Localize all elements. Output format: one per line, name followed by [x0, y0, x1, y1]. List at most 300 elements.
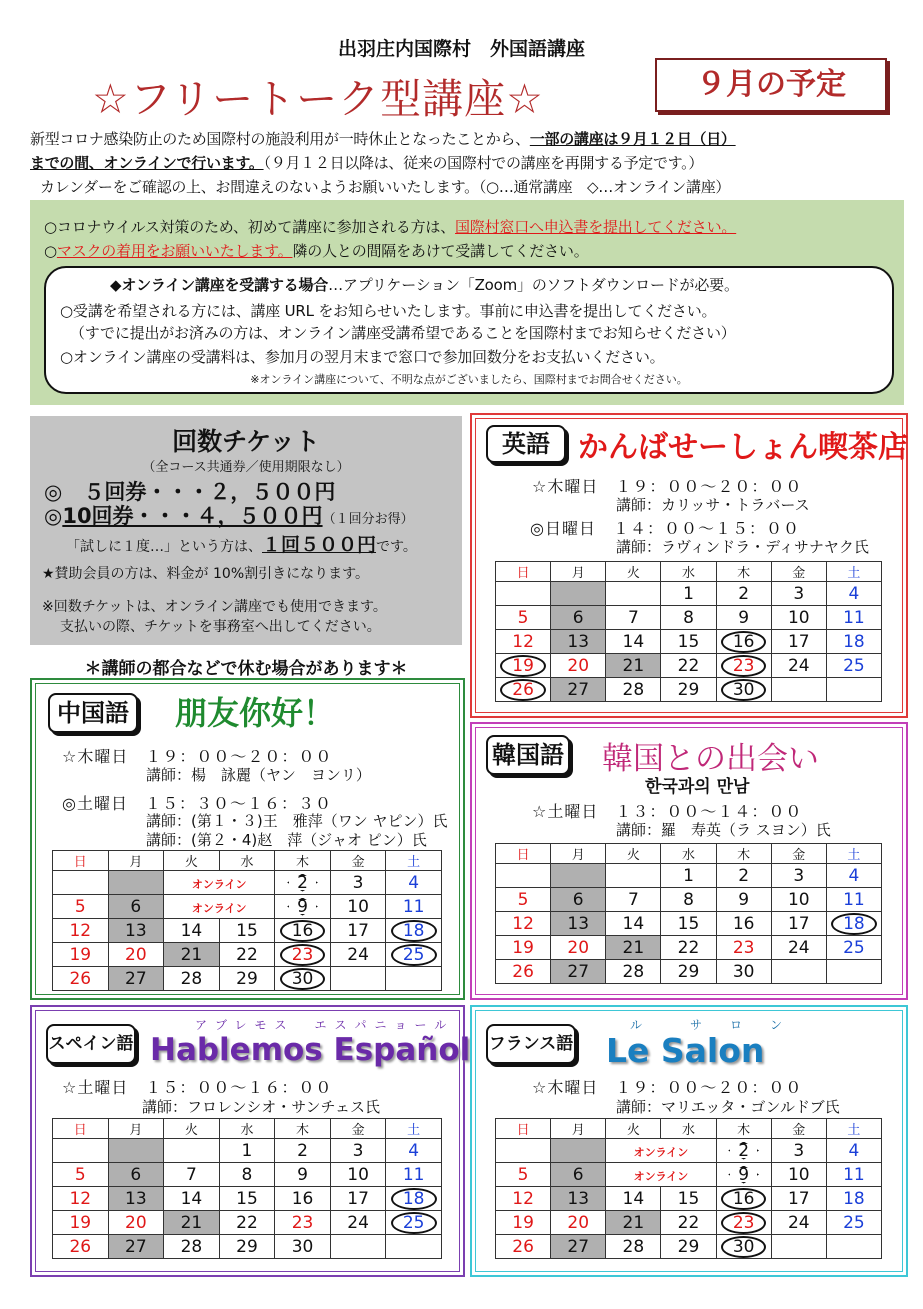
- online-label: オンライン: [633, 1169, 689, 1183]
- calendar-day: 29: [661, 678, 716, 702]
- calendar-day: 16: [716, 912, 771, 936]
- notice-text: ○コロナウイルス対策のため、初めて講座に参加される方は、: [44, 218, 455, 236]
- calendar-day: [826, 912, 881, 936]
- calendar-day: [275, 967, 331, 991]
- spanish-calendar: [52, 1118, 442, 1259]
- calendar-day: [606, 1163, 716, 1187]
- weekday-header: 土: [826, 844, 881, 864]
- english-teacher-2: 講師：ラヴィンドラ・ディサナヤク氏: [616, 538, 869, 556]
- calendar-day: 15: [661, 1187, 716, 1211]
- spanish-schedule-1: ☆土曜日 １５：００～１６：００: [62, 1078, 333, 1097]
- calendar-day: 18: [826, 1187, 881, 1211]
- class-day-marker: 25: [391, 1212, 437, 1234]
- calendar-day: [386, 967, 442, 991]
- ticket-member: ★賛助会員の方は、料金が 10%割引きになります。: [42, 566, 369, 582]
- calendar-day: 28: [606, 960, 661, 984]
- ticket-trial-price: １回５００円: [262, 534, 377, 556]
- calendar-day: [551, 864, 606, 888]
- class-day-marker: 18: [391, 920, 437, 942]
- weekday-header: 金: [771, 1119, 826, 1139]
- intro-text: 新型コロナ感染防止のため国際村の施設利用が一時休止となったことから、: [30, 130, 530, 148]
- calendar-day: [716, 1235, 771, 1259]
- calendar-day: 10: [771, 1163, 826, 1187]
- intro-line-3: カレンダーをご確認の上、お間違えのないようお願いいたします。（○…通常講座 ◇…オンライン講座）: [40, 178, 731, 196]
- calendar-day: 29: [219, 1235, 275, 1259]
- calendar-day: 12: [53, 919, 109, 943]
- calendar-day: 14: [164, 1187, 220, 1211]
- calendar-day: 16: [275, 1187, 331, 1211]
- english-schedule-2: ◎日曜日 １４：００～１５：００: [530, 519, 800, 538]
- calendar-day: [496, 678, 551, 702]
- calendar-day: 5: [496, 606, 551, 630]
- calendar-day: [330, 1235, 386, 1259]
- weekday-header: 火: [164, 851, 220, 871]
- calendar-day: [496, 654, 551, 678]
- calendar-day: [386, 1187, 442, 1211]
- class-day-marker: 23: [721, 655, 767, 677]
- ticket-trial: [66, 530, 417, 557]
- calendar-day: 17: [330, 919, 386, 943]
- calendar-day: 6: [108, 895, 164, 919]
- calendar-day: [826, 1235, 881, 1259]
- calendar-day: 18: [826, 630, 881, 654]
- calendar-day: [386, 943, 442, 967]
- calendar-day: 20: [551, 654, 606, 678]
- calendar-day: [275, 871, 331, 895]
- calendar-day: 10: [330, 895, 386, 919]
- weekday-header: 金: [330, 851, 386, 871]
- calendar-day: 3: [330, 1139, 386, 1163]
- online-heading: [110, 274, 739, 295]
- calendar-day: 19: [496, 936, 551, 960]
- ticket-trial-text: 「試しに１度…」という方は、: [66, 539, 262, 555]
- calendar-day: 13: [551, 1187, 606, 1211]
- calendar-day: [53, 1139, 109, 1163]
- calendar-day: 15: [661, 630, 716, 654]
- class-day-marker: 30: [721, 679, 767, 701]
- calendar-day: [716, 1211, 771, 1235]
- calendar-day: 17: [330, 1187, 386, 1211]
- online-line-1: ○受講を希望される方には、講座 URL をお知らせいたします。事前に申込書を提出してください。: [60, 302, 717, 320]
- class-day-marker: 30: [721, 1236, 767, 1258]
- english-teacher-1: 講師：カリッサ・トラバース: [616, 496, 810, 514]
- weekday-header: 水: [661, 1119, 716, 1139]
- calendar-day: [716, 1163, 771, 1187]
- ticket-box: [30, 416, 462, 645]
- chinese-calendar: [52, 850, 442, 991]
- online-line-2: （すでに提出がお済みの方は、オンライン講座受講希望であることを国際村までお知らせください）: [70, 324, 736, 342]
- calendar-day: [496, 582, 551, 606]
- calendar-day: [606, 864, 661, 888]
- calendar-day: 24: [330, 1211, 386, 1235]
- calendar-day: 11: [826, 606, 881, 630]
- calendar-day: 13: [551, 630, 606, 654]
- calendar-day: 9: [716, 606, 771, 630]
- class-day-marker: 16: [721, 1188, 767, 1210]
- calendar-day: [164, 895, 275, 919]
- calendar-day: 9: [275, 1163, 331, 1187]
- chinese-teacher-1: 講師：楊 詠麗（ヤン ヨンリ）: [146, 766, 371, 784]
- calendar-day: 22: [219, 943, 275, 967]
- calendar-day: 13: [108, 919, 164, 943]
- notice-text: ○: [44, 242, 57, 260]
- calendar-day: 25: [826, 936, 881, 960]
- class-day-marker: 30: [280, 968, 326, 990]
- weekday-header: 木: [716, 844, 771, 864]
- month-label: ９月の予定: [655, 58, 887, 112]
- online-heading-label: ◆オンライン講座を受講する場合: [110, 276, 329, 294]
- korean-teacher-1: 講師：羅 寿英（ラ スヨン）氏: [616, 821, 831, 839]
- korean-course-name: 韓国との出会い: [602, 741, 819, 777]
- weekday-header: 木: [716, 1119, 771, 1139]
- calendar-day: 17: [771, 630, 826, 654]
- calendar-day: 14: [606, 912, 661, 936]
- calendar-day: 14: [164, 919, 220, 943]
- calendar-day: 3: [771, 1139, 826, 1163]
- calendar-day: 30: [716, 960, 771, 984]
- class-day-marker: 19: [500, 655, 546, 677]
- calendar-day: 4: [826, 864, 881, 888]
- spanish-course-name: Hablemos Español: [150, 1032, 471, 1068]
- spanish-ruby: アブレモス エスパニョール: [195, 1018, 455, 1032]
- weekday-header: 土: [826, 562, 881, 582]
- class-day-marker: 23: [280, 944, 326, 966]
- calendar-day: [386, 919, 442, 943]
- calendar-day: [386, 1211, 442, 1235]
- calendar-day: 12: [496, 630, 551, 654]
- online-day-marker: 9: [730, 1165, 757, 1185]
- calendar-day: 25: [826, 654, 881, 678]
- calendar-day: 25: [826, 1211, 881, 1235]
- class-day-marker: 16: [280, 920, 326, 942]
- weekday-header: 土: [386, 1119, 442, 1139]
- weekday-header: 水: [661, 844, 716, 864]
- calendar-day: 20: [108, 1211, 164, 1235]
- calendar-day: 12: [496, 912, 551, 936]
- ticket-5: ◎ ５回券・・・２，５００円: [44, 480, 336, 504]
- calendar-day: 28: [164, 967, 220, 991]
- online-label: オンライン: [191, 901, 247, 915]
- korean-schedule-1: ☆土曜日 １３：００～１４：００: [532, 802, 803, 821]
- online-day-marker: 9: [289, 897, 316, 917]
- online-label: オンライン: [191, 877, 247, 891]
- calendar-day: 22: [219, 1211, 275, 1235]
- calendar-day: 8: [661, 606, 716, 630]
- calendar-day: 21: [164, 943, 220, 967]
- calendar-day: 23: [716, 936, 771, 960]
- calendar-day: 4: [386, 1139, 442, 1163]
- calendar-day: [716, 1187, 771, 1211]
- calendar-day: 21: [606, 936, 661, 960]
- calendar-day: [606, 582, 661, 606]
- weekday-header: 火: [606, 844, 661, 864]
- calendar-day: [826, 960, 881, 984]
- weekday-header: 木: [275, 851, 331, 871]
- calendar-day: [275, 943, 331, 967]
- korean-course-name-ko: 한국과의 만남: [645, 777, 750, 797]
- calendar-day: 4: [386, 871, 442, 895]
- weekday-header: 火: [606, 562, 661, 582]
- calendar-day: 27: [108, 967, 164, 991]
- calendar-day: 8: [661, 888, 716, 912]
- calendar-day: 17: [771, 1187, 826, 1211]
- korean-badge: 韓国語: [486, 735, 570, 775]
- calendar-day: 23: [275, 1211, 331, 1235]
- intro-emphasis: までの間、オンラインで行います。: [30, 154, 264, 172]
- weekday-header: 日: [53, 851, 109, 871]
- calendar-day: 6: [108, 1163, 164, 1187]
- english-badge: 英語: [486, 425, 566, 463]
- calendar-day: 17: [771, 912, 826, 936]
- ticket-note-2: 支払いの際、チケットを事務室へ出してください。: [60, 619, 381, 635]
- calendar-day: 2: [716, 582, 771, 606]
- ticket-10-note: （１回分お得）: [322, 512, 414, 527]
- calendar-day: 7: [606, 606, 661, 630]
- spanish-teacher-1: 講師：フロレンシオ・サンチェス氏: [142, 1098, 381, 1116]
- calendar-day: 10: [330, 1163, 386, 1187]
- intro-line-2: [30, 152, 703, 173]
- calendar-day: 1: [661, 582, 716, 606]
- notice-emphasis: 国際村窓口へ申込書を提出してください。: [455, 218, 737, 236]
- intro-text: （９月１２日以降は、従来の国際村での講座を再開する予定です。）: [263, 154, 704, 172]
- english-course-name: かんばせーしょん喫茶店: [578, 430, 908, 465]
- calendar-day: 19: [53, 1211, 109, 1235]
- class-day-marker: 18: [391, 1188, 437, 1210]
- weekday-header: 水: [219, 851, 275, 871]
- ticket-10-mark: ◎: [44, 504, 63, 528]
- calendar-day: [53, 871, 109, 895]
- calendar-day: 24: [771, 654, 826, 678]
- calendar-day: 12: [496, 1187, 551, 1211]
- calendar-day: 3: [330, 871, 386, 895]
- calendar-day: 22: [661, 1211, 716, 1235]
- closing-note: ＊講師の都合などで休む場合があります＊: [84, 659, 408, 679]
- calendar-day: [771, 960, 826, 984]
- calendar-day: 21: [606, 1211, 661, 1235]
- weekday-header: 日: [53, 1119, 109, 1139]
- calendar-day: 6: [551, 888, 606, 912]
- notice-line-2: [44, 240, 589, 261]
- calendar-day: 29: [661, 960, 716, 984]
- weekday-header: 月: [108, 851, 164, 871]
- calendar-day: [716, 654, 771, 678]
- calendar-day: 9: [716, 888, 771, 912]
- calendar-day: 10: [771, 606, 826, 630]
- calendar-day: 27: [551, 960, 606, 984]
- calendar-day: 11: [826, 888, 881, 912]
- weekday-header: 水: [661, 562, 716, 582]
- chinese-badge: 中国語: [48, 693, 138, 733]
- calendar-day: 15: [661, 912, 716, 936]
- calendar-day: 7: [164, 1163, 220, 1187]
- weekday-header: 金: [771, 844, 826, 864]
- weekday-header: 月: [108, 1119, 164, 1139]
- class-day-marker: 16: [721, 631, 767, 653]
- calendar-day: 14: [606, 1187, 661, 1211]
- calendar-day: [496, 1139, 551, 1163]
- weekday-header: 日: [496, 562, 551, 582]
- french-calendar: [495, 1118, 882, 1259]
- calendar-day: 26: [53, 967, 109, 991]
- chinese-schedule-2: ◎土曜日 １５：３０～１６：３０: [62, 794, 332, 813]
- calendar-day: 20: [551, 1211, 606, 1235]
- french-ruby: ル サ ロ ン: [630, 1018, 791, 1032]
- calendar-day: [275, 919, 331, 943]
- french-course-name: Le Salon: [606, 1031, 765, 1070]
- chinese-teacher-2: 講師：(第１・３)王 雅萍（ワン ヤピン）氏: [146, 812, 448, 830]
- calendar-day: 1: [661, 864, 716, 888]
- intro-emphasis: 一部の講座は９月１２日（日）: [529, 130, 736, 148]
- calendar-day: 26: [496, 960, 551, 984]
- ticket-10-price: 10回券・・・４，５００円: [62, 504, 323, 528]
- calendar-day: 27: [551, 678, 606, 702]
- online-day-marker: 2: [730, 1141, 757, 1161]
- calendar-day: 30: [275, 1235, 331, 1259]
- notice-text: 隣の人との間隔をあけて受講してください。: [292, 242, 589, 260]
- calendar-day: 5: [53, 1163, 109, 1187]
- chinese-schedule-1: ☆木曜日 １９：００～２０：００: [62, 747, 333, 766]
- calendar-day: 19: [53, 943, 109, 967]
- class-day-marker: 25: [391, 944, 437, 966]
- calendar-day: 6: [551, 606, 606, 630]
- french-teacher-1: 講師：マリエッタ・ゴンルドブ氏: [616, 1098, 840, 1116]
- weekday-header: 木: [275, 1119, 331, 1139]
- chinese-teacher-3: 講師：(第２・4)赵 萍（ジャオ ピン）氏: [146, 831, 427, 849]
- calendar-day: [330, 967, 386, 991]
- notice-emphasis: マスクの着用をお願いいたします。: [56, 242, 293, 260]
- calendar-day: [496, 864, 551, 888]
- calendar-day: [275, 895, 331, 919]
- calendar-day: 21: [164, 1211, 220, 1235]
- online-label: オンライン: [633, 1145, 689, 1159]
- weekday-header: 金: [330, 1119, 386, 1139]
- class-day-marker: 18: [831, 913, 877, 935]
- calendar-day: [551, 582, 606, 606]
- ticket-10: [44, 500, 414, 530]
- calendar-day: 3: [771, 864, 826, 888]
- french-schedule-1: ☆木曜日 １９：００～２０：００: [532, 1078, 803, 1097]
- english-calendar: [495, 561, 882, 702]
- calendar-day: 27: [108, 1235, 164, 1259]
- calendar-day: [771, 678, 826, 702]
- calendar-day: 24: [771, 1211, 826, 1235]
- calendar-day: 1: [219, 1139, 275, 1163]
- weekday-header: 金: [771, 562, 826, 582]
- calendar-day: [771, 1235, 826, 1259]
- weekday-header: 土: [386, 851, 442, 871]
- calendar-day: 20: [551, 936, 606, 960]
- calendar-day: 3: [771, 582, 826, 606]
- calendar-day: 5: [496, 888, 551, 912]
- weekday-header: 日: [496, 1119, 551, 1139]
- class-day-marker: 23: [721, 1212, 767, 1234]
- calendar-day: [716, 630, 771, 654]
- calendar-day: 13: [108, 1187, 164, 1211]
- calendar-day: 28: [164, 1235, 220, 1259]
- intro-line-1: [30, 128, 736, 149]
- ticket-subtitle: （全コース共通券／使用期限なし）: [142, 460, 350, 475]
- calendar-day: [108, 1139, 164, 1163]
- calendar-day: 24: [771, 936, 826, 960]
- calendar-day: 14: [606, 630, 661, 654]
- calendar-day: 24: [330, 943, 386, 967]
- calendar-day: 7: [606, 888, 661, 912]
- calendar-day: [164, 1139, 220, 1163]
- calendar-day: 28: [606, 1235, 661, 1259]
- english-schedule-1: ☆木曜日 １９：００～２０：００: [532, 477, 803, 496]
- calendar-day: 19: [496, 1211, 551, 1235]
- calendar-day: 29: [219, 967, 275, 991]
- weekday-header: 土: [826, 1119, 881, 1139]
- online-heading-text: …アプリケーション「Zoom」のソフトダウンロードが必要。: [328, 276, 739, 294]
- calendar-day: 6: [551, 1163, 606, 1187]
- weekday-header: 火: [164, 1119, 220, 1139]
- page-subtitle: 出羽庄内国際村 外国語講座: [337, 38, 585, 60]
- calendar-day: 5: [53, 895, 109, 919]
- calendar-day: [826, 678, 881, 702]
- online-day-marker: 2: [289, 873, 316, 893]
- chinese-course-name: 朋友你好！: [175, 694, 336, 732]
- calendar-day: 11: [386, 895, 442, 919]
- ticket-title: 回数チケット: [172, 427, 320, 456]
- weekday-header: 月: [551, 1119, 606, 1139]
- calendar-day: 20: [108, 943, 164, 967]
- calendar-day: [108, 871, 164, 895]
- calendar-day: 15: [219, 1187, 275, 1211]
- korean-calendar: [495, 843, 882, 984]
- french-badge: フランス語: [486, 1024, 576, 1064]
- calendar-day: 5: [496, 1163, 551, 1187]
- calendar-day: 27: [551, 1235, 606, 1259]
- calendar-day: 8: [219, 1163, 275, 1187]
- calendar-day: 22: [661, 654, 716, 678]
- spanish-badge: スペイン語: [46, 1024, 136, 1064]
- calendar-day: 4: [826, 582, 881, 606]
- notice-line-1: [44, 216, 736, 237]
- weekday-header: 火: [606, 1119, 661, 1139]
- calendar-day: 2: [716, 864, 771, 888]
- weekday-header: 日: [496, 844, 551, 864]
- weekday-header: 月: [551, 562, 606, 582]
- calendar-day: 10: [771, 888, 826, 912]
- calendar-day: 26: [496, 1235, 551, 1259]
- calendar-day: [606, 1139, 716, 1163]
- calendar-day: 11: [386, 1163, 442, 1187]
- calendar-day: 28: [606, 678, 661, 702]
- class-day-marker: 26: [500, 679, 546, 701]
- weekday-header: 水: [219, 1119, 275, 1139]
- online-note: ※オンライン講座について、不明な点がございましたら、国際村までお問合せください。: [250, 373, 688, 386]
- calendar-day: 29: [661, 1235, 716, 1259]
- ticket-trial-text: です。: [376, 539, 417, 555]
- calendar-day: [716, 1139, 771, 1163]
- calendar-day: 11: [826, 1163, 881, 1187]
- calendar-day: [551, 1139, 606, 1163]
- calendar-day: [716, 678, 771, 702]
- online-line-3: ○オンライン講座の受講料は、参加月の翌月末まで窓口で参加回数分をお支払いください。: [60, 348, 665, 366]
- calendar-day: 13: [551, 912, 606, 936]
- calendar-day: 15: [219, 919, 275, 943]
- weekday-header: 月: [551, 844, 606, 864]
- calendar-day: 21: [606, 654, 661, 678]
- page-title: ☆フリートーク型講座☆: [92, 75, 544, 123]
- calendar-day: 26: [53, 1235, 109, 1259]
- calendar-day: 2: [275, 1139, 331, 1163]
- ticket-note-1: ※回数チケットは、オンライン講座でも使用できます。: [42, 599, 387, 615]
- calendar-day: 22: [661, 936, 716, 960]
- weekday-header: 木: [716, 562, 771, 582]
- calendar-day: 12: [53, 1187, 109, 1211]
